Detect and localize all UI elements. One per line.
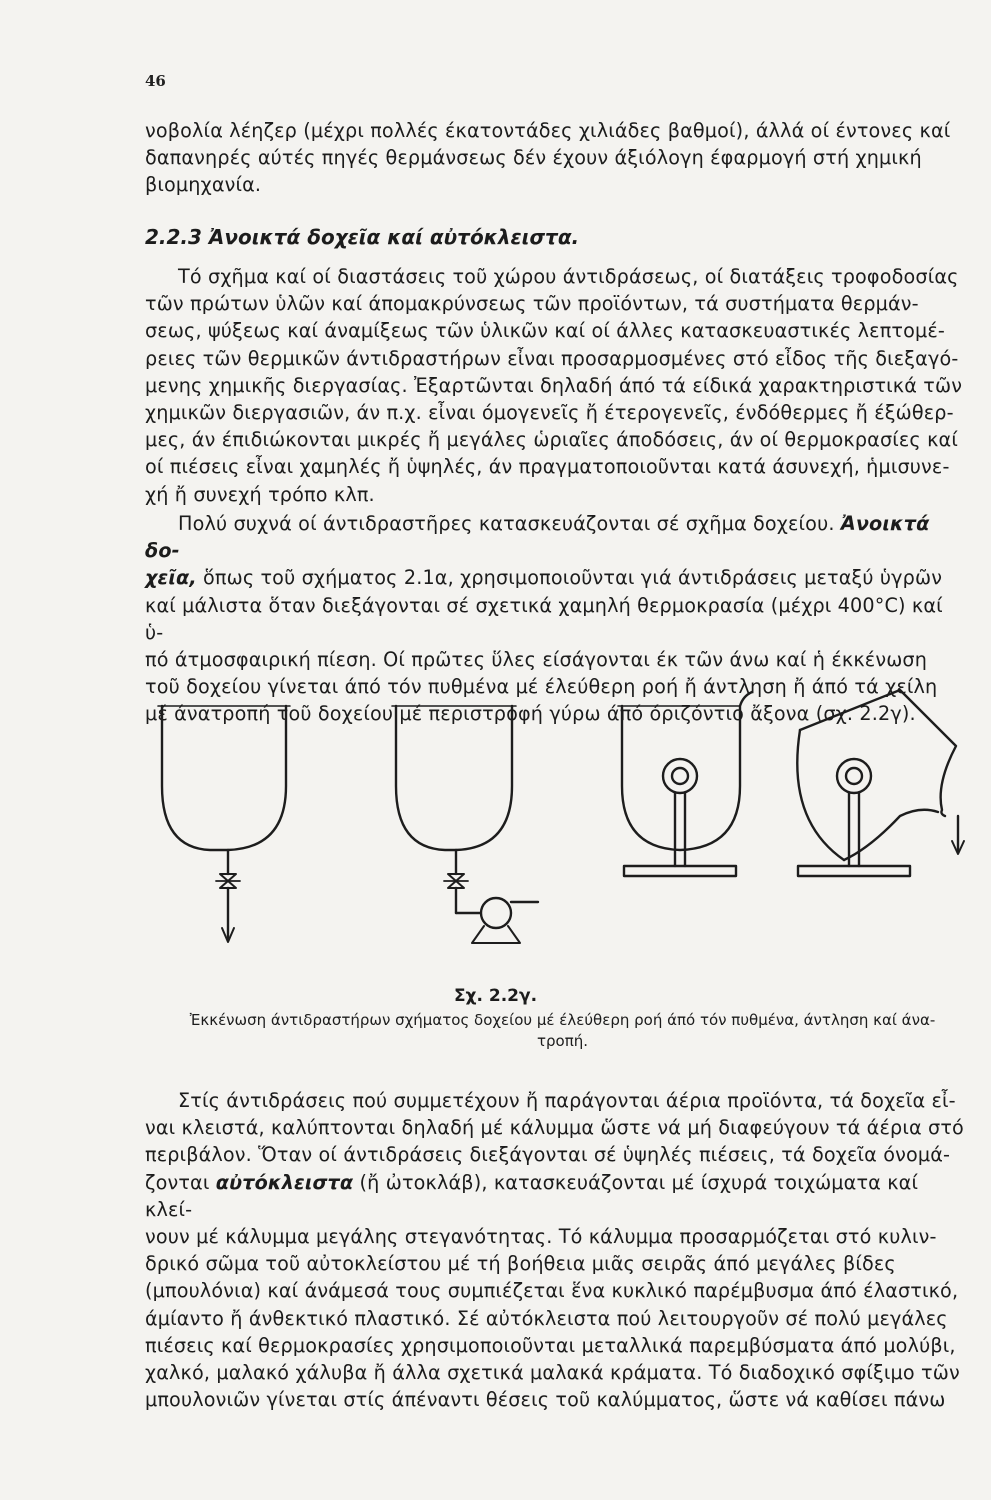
figure-reactor-drainage — [140, 688, 980, 968]
figure-caption — [145, 1010, 980, 1052]
section-heading: 2.2.3 Ἀνοικτά δοχεῖα καί αὐτόκλειστα. — [145, 225, 580, 249]
emphasis-open-vessels-cont: χεῖα, — [145, 566, 197, 590]
text-line: τῶν πρώτων ὑλῶν καί άπομακρύνσεως τῶν προϊόντων, τά συστήματα θερμάν- — [145, 292, 919, 316]
text-line: άμίαντο ἤ άνθεκτικό πλαστικό. Σέ αὐτόκλειστα πού λειτουργοῦν σέ πολύ μεγάλες — [145, 1306, 948, 1330]
text-line: καί μάλιστα ὅταν διεξάγονται σέ σχετικά χαμηλή θερμοκρασία (μέχρι 400°C) καί ὑ- — [145, 593, 943, 644]
text-run: Πολύ συχνά οί άντιδραστῆρες κατασκευάζονται σέ σχῆμα δοχείου. — [178, 512, 841, 535]
text-run: ζονται — [145, 1170, 216, 1194]
vessel-free-flow-drawing — [158, 706, 290, 942]
paragraph-reactor-design — [145, 263, 967, 508]
text-line: σεως, ψύξεως καί άναμίξεως τῶν ὑλικῶν καί οί άλλες κατασκευαστικές λεπτομέ- — [145, 319, 945, 343]
paragraph-autoclaves — [145, 1087, 967, 1413]
text-line: Στίς άντιδράσεις πού συμμετέχουν ἤ παράγονται άέρια προϊόντα, τά δοχεῖα εἶ- — [178, 1089, 956, 1112]
text-line: μες, άν έπιδιώκονται μικρές ἤ μεγάλες ὡριαῖες άποδόσεις, άν οί θερμοκρασίες καί — [145, 428, 958, 452]
text-line — [145, 564, 967, 591]
text-line: (μπουλόνια) καί άνάμεσά τους συμπιέζεται ἕνα κυκλικό παρέμβυσμα άπό έλαστικό, — [145, 1279, 959, 1303]
text-line: χαλκό, μαλακό χάλυβα ἤ άλλα σχετικά μαλακά κράματα. Τό διαδοχικό σφίξιμο τῶν — [145, 1361, 960, 1385]
emphasis-autoclaves: αὐτόκλειστα — [215, 1170, 354, 1194]
text-line: μέ άνατροπή τοῦ δοχείου μέ περιστροφή γύρω άπό όριζόντιο ἄξονα (σχ. 2.2γ). — [145, 702, 916, 726]
text-line: τοῦ δοχείου γίνεται άπό τόν πυθμένα μέ έλεύθερη ροή ἤ άντληση ἤ άπό τά χείλη — [145, 675, 938, 699]
text-line — [145, 510, 967, 564]
text-run: ὅπως τοῦ σχήματος 2.1α, χρησιμοποιοῦνται γιά άντιδράσεις μεταξύ ὑγρῶν — [196, 566, 943, 590]
text-line: βιομηχανία. — [145, 173, 262, 197]
page-number: 46 — [145, 72, 166, 90]
text-line: οί πιέσεις εἶναι χαμηλές ἤ ὑψηλές, άν πραγματοποιοῦνται κατά άσυνεχή, ἡμισυνε- — [145, 455, 950, 479]
vessel-pump-drawing — [392, 706, 538, 943]
text-line: πό άτμοσφαιρική πίεση. Οί πρῶτες ὕλες είσάγονται έκ τῶν άνω καί ἡ έκκένωση — [145, 648, 928, 672]
text-run: (ἤ ὠτοκλάβ), κατασκευάζονται μέ ίσχυρά τοιχώματα καί κλεί- — [145, 1170, 919, 1221]
vessel-tilting-upright-drawing — [618, 692, 752, 876]
text-line: μπουλονιῶν γίνεται στίς άπέναντι θέσεις τοῦ καλύμματος, ὥστε νά καθίσει πάνω — [145, 1388, 946, 1412]
figure-title: Σχ. 2.2γ. — [453, 986, 538, 1006]
caption-line: τροπή. — [536, 1032, 589, 1050]
text-line: νουν μέ κάλυμμα μεγάλης στεγανότητας. Τό κάλυμμα προσαρμόζεται στό κυλιν- — [145, 1225, 937, 1249]
vessel-tilting-pouring-drawing — [797, 690, 964, 876]
text-line: πιέσεις καί θερμοκρασίες χρησιμοποιοῦνται μεταλλικά παρεμβύσματα άπό μολύβι, — [145, 1333, 956, 1357]
text-line: δαπανηρές αύτές πηγές θερμάνσεως δέν έχουν άξιόλογη έφαρμογή στή χημική — [145, 146, 922, 170]
intro-paragraph — [145, 117, 967, 199]
text-line: νοβολία λέηζερ (μέχρι πολλές έκατοντάδες χιλιάδες βαθμοί), άλλά οί έντονες καί — [145, 119, 951, 142]
text-line: χή ἤ συνεχή τρόπο κλπ. — [145, 482, 375, 506]
text-line: δρικό σῶμα τοῦ αὐτοκλείστου μέ τή βοήθεια μιᾶς σειρᾶς άπό μεγάλες βίδες — [145, 1252, 896, 1276]
text-line: ρειες τῶν θερμικῶν άντιδραστήρων εἶναι προσαρμοσμένες στό εἶδος τῆς διεξαγό- — [145, 346, 959, 370]
text-line: Τό σχῆμα καί οί διαστάσεις τοῦ χώρου άντιδράσεως, οί διατάξεις τροφοδοσίας — [178, 265, 959, 288]
text-line: ναι κλειστά, καλύπτονται δηλαδή μέ κάλυμμα ὥστε νά μή διαφεύγουν τά άέρια στό — [145, 1116, 964, 1140]
text-line: μενης χημικῆς διεργασίας. Ἐξαρτῶνται δηλαδή άπό τά είδικά χαρακτηριστικά τῶν — [145, 373, 963, 397]
text-line: περιβάλον. Ὅταν οί άντιδράσεις διεξάγονται σέ ὑψηλές πιέσεις, τά δοχεῖα όνομά- — [145, 1143, 951, 1167]
text-line — [145, 1169, 967, 1223]
emphasis-open-vessels: Ἀνοικτά δο- — [145, 512, 930, 563]
caption-line: Ἐκκένωση άντιδραστήρων σχήματος δοχείου μέ έλεύθερη ροή άπό τόν πυθμένα, άντληση καί άνα- — [189, 1011, 936, 1029]
text-line: χημικῶν διεργασιῶν, άν π.χ. εἶναι όμογενεῖς ἤ έτερογενεῖς, ένδόθερμες ἤ έξώθερ- — [145, 401, 954, 425]
